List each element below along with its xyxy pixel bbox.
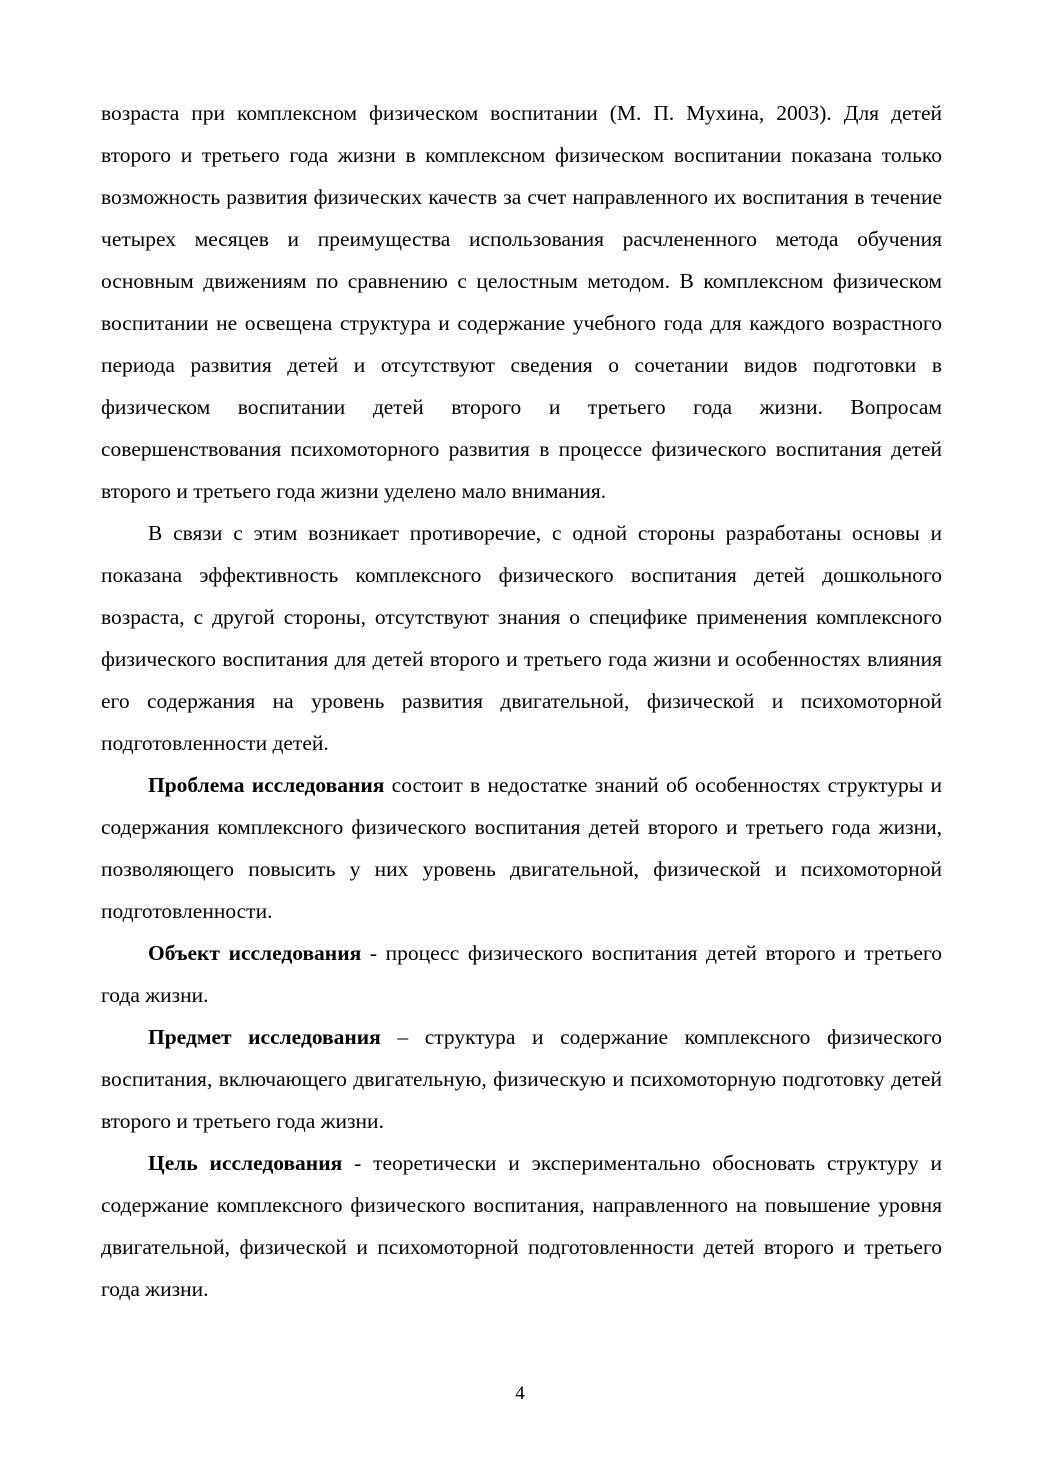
term-research-goal: Цель исследования [148,1151,343,1175]
paragraph-text: состоит в недостатке знаний об особенностях структуры и содержания комплексного физического воспитания детей второго и третьего года жизни, позволяющего повысить у них уровень двигательной, физической и психомоторной подготовленности. [101,773,942,923]
paragraph-text: возраста при комплексном физическом воспитании (М. П. Мухина, 2003). Для детей второго и третьего года жизни в комплексном физическом воспитании показана только возможность развития физических качеств за счет направленного их воспитания в течение четырех месяцев и преимущества использования расчлененного метода обучения основным движениям по сравнению с целостным методом. В комплексном физическом воспитании не освещена структура и содержание учебного года для каждого возрастного периода развития детей и отсутствуют сведения о сочетании видов подготовки в физическом воспитании детей второго и третьего года жизни. Вопросам совершенствования психомоторного развития в процессе физического воспитания детей второго и третьего года жизни уделено мало внимания. [101,101,942,503]
paragraph-contradiction [101,512,942,764]
paragraph-text: – структура и содержание комплексного физического воспитания, включающего двигательную, физическую и психомоторную подготовку детей второго и третьего года жизни. [101,1025,942,1133]
paragraph-research-problem [101,764,942,932]
paragraph-research-subject [101,1016,942,1142]
paragraph-continuation [101,92,942,512]
body-text [101,92,942,1310]
paragraph-text: - теоретически и экспериментально обосновать структуру и содержание комплексного физического воспитания, направленного на повышение уровня двигательной, физической и психомоторной подготовленности детей второго и третьего года жизни. [101,1151,942,1301]
paragraph-research-object [101,932,942,1016]
paragraph-text: - процесс физического воспитания детей второго и третьего года жизни. [101,941,942,1007]
term-research-object: Объект исследования [148,941,362,965]
term-research-subject: Предмет исследования [148,1025,381,1049]
term-research-problem: Проблема исследования [148,773,385,797]
page-number: 4 [515,1383,525,1404]
paragraph-text: В связи с этим возникает противоречие, с одной стороны разработаны основы и показана эффективность комплексного физического воспитания детей дошкольного возраста, с другой стороны, отсутствуют знания о специфике применения комплексного физического воспитания для детей второго и третьего года жизни и особенностях влияния его содержания на уровень развития двигательной, физической и психомоторной подготовленности детей. [101,521,942,755]
paragraph-research-goal [101,1142,942,1310]
